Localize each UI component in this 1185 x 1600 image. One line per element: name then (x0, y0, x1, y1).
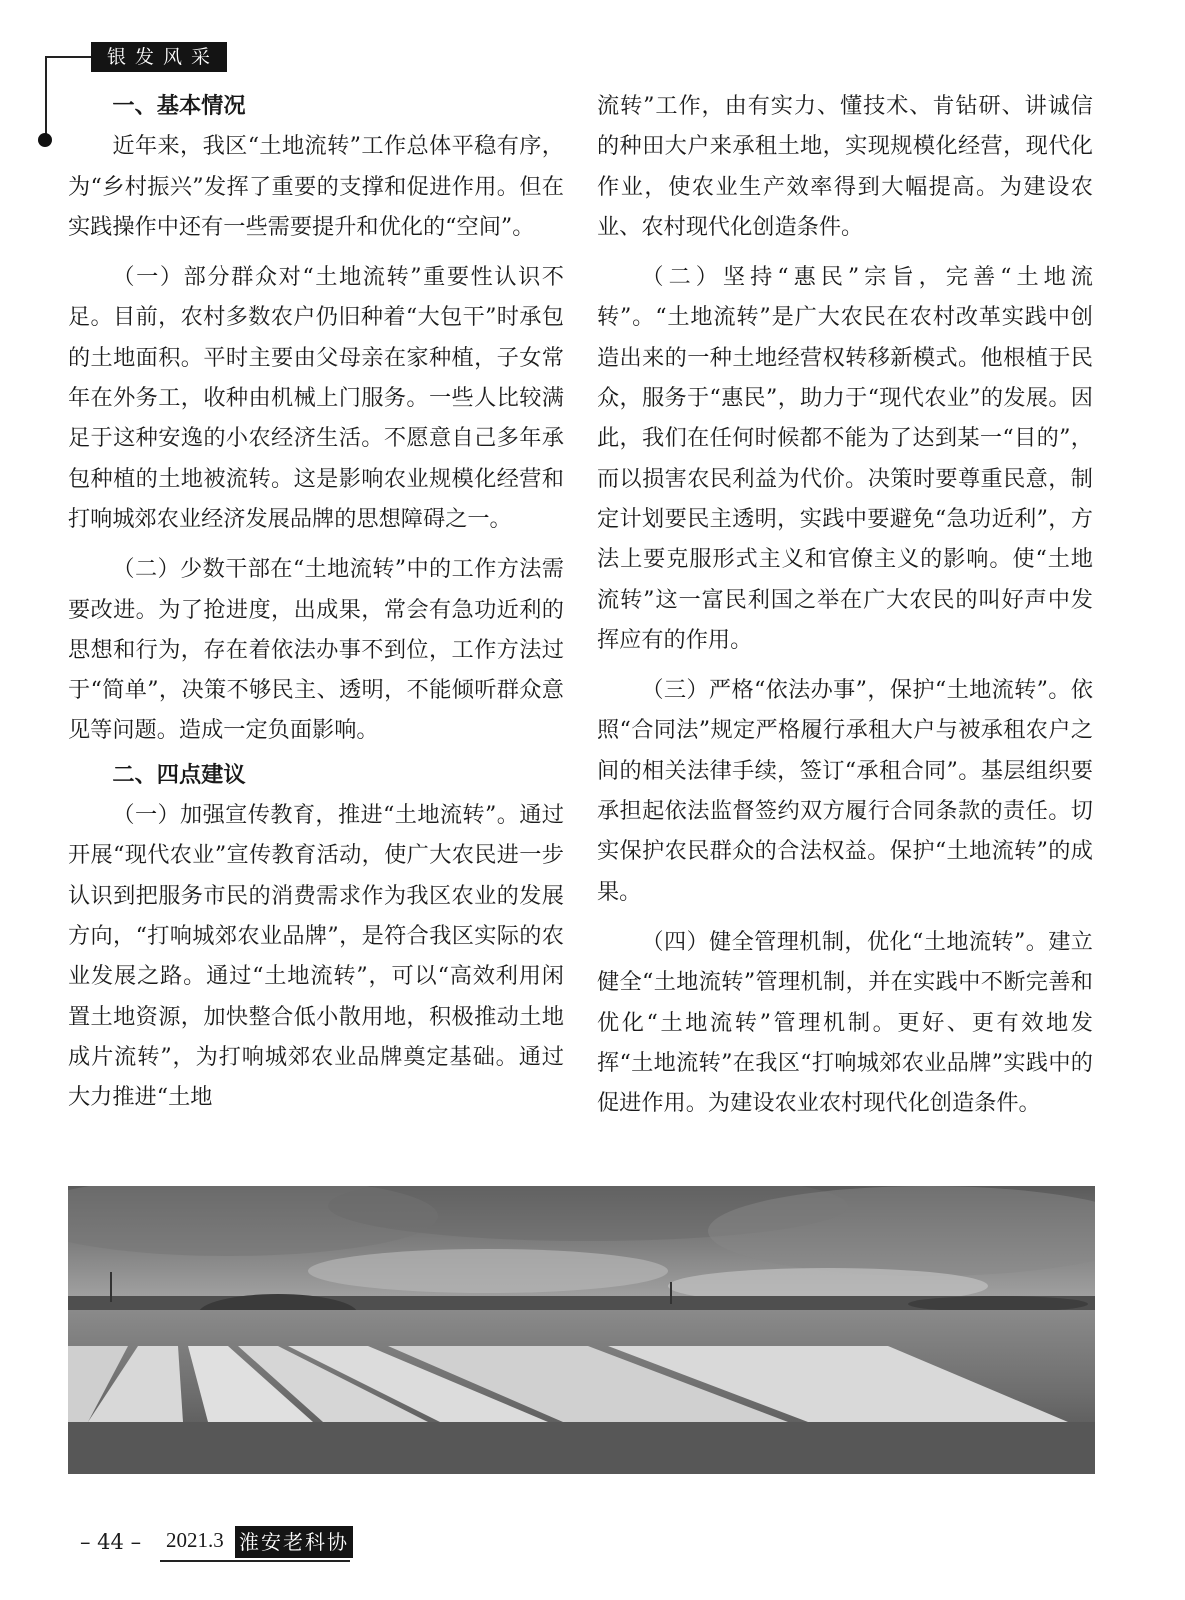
header-rule (47, 56, 91, 58)
left-column (68, 86, 564, 1117)
page-number: – 44 – (80, 1530, 142, 1554)
right-column (597, 86, 1093, 1123)
heading-basic-situation: 一、基本情况 (112, 93, 246, 119)
paragraph: （一）部分群众对“土地流转”重要性认识不足。目前，农村多数农户仍旧种着“大包干”时承包的土地面积。平时主要由父母亲在家种植，子女常年在外务工，收种由机械上门服务。一些人比较满足于这种安逸的小农经济生活。不愿意自己多年承包种植的土地被流转。这是影响农业规模化经营和打响城郊农业经济发展品牌的思想障碍之一。 (68, 264, 564, 532)
issue-number: 2021.3 (166, 1528, 224, 1552)
footer-rule (160, 1560, 350, 1562)
heading-four-suggestions: 二、四点建议 (112, 761, 246, 788)
header-side-rule (45, 56, 47, 136)
paragraph-continued: 流转”工作，由有实力、懂技术、肯钻研、讲诚信的种田大户来承租土地，实现规模化经营，现代化作业，使农业生产效率得到大幅提高。为建设农业、农村现代化创造条件。 (597, 93, 1093, 240)
farmland-photo (68, 1186, 1095, 1474)
paragraph: （三）严格“依法办事”，保护“土地流转”。依照“合同法”规定严格履行承租大户与被承租农户之间的相关法律手续，签订“承租合同”。基层组织要承担起依法监督签约双方履行合同条款的责任。切实保护农民群众的合法权益。保护“土地流转”的成果。 (597, 677, 1093, 905)
magazine-name: 淮安老科协 (235, 1526, 353, 1558)
header-bullet-dot (38, 133, 52, 147)
paragraph: 近年来，我区“土地流转”工作总体平稳有序，为“乡村振兴”发挥了重要的支撑和促进作用。但在实践操作中还有一些需要提升和优化的“空间”。 (68, 133, 564, 240)
paragraph: （二）坚持“惠民”宗旨，完善“土地流转”。“土地流转”是广大农民在农村改革实践中创造出来的一种土地经营权转移新模式。他根植于民众，服务于“惠民”，助力于“现代农业”的发展。因此，我们在任何时候都不能为了达到某一“目的”，而以损害农民利益为代价。决策时要尊重民意，制定计划要民主透明，实践中要避免“急功近利”，方法上要克服形式主义和官僚主义的影响。使“土地流转”这一富民利国之举在广大农民的叫好声中发挥应有的作用。 (597, 264, 1093, 653)
paragraph: （四）健全管理机制，优化“土地流转”。建立健全“土地流转”管理机制，并在实践中不断完善和优化“土地流转”管理机制。更好、更有效地发挥“土地流转”在我区“打响城郊农业品牌”实践中的促进作用。为建设农业农村现代化创造条件。 (597, 928, 1093, 1117)
section-tag: 银发风采 (91, 42, 227, 72)
paragraph: （二）少数干部在“土地流转”中的工作方法需要改进。为了抢进度，出成果，常会有急功近利的思想和行为，存在着依法办事不到位，工作方法过于“简单”，决策不够民主、透明，不能倾听群众意见等问题。造成一定负面影响。 (68, 556, 564, 744)
paragraph: （一）加强宣传教育，推进“土地流转”。通过开展“现代农业”宣传教育活动，使广大农民进一步认识到把服务市民的消费需求作为我区农业的发展方向，“打响城郊农业品牌”，是符合我区实际的农业发展之路。通过“土地流转”，可以“高效利用闲置土地资源，加快整合低小散用地，积极推动土地成片流转”，为打响城郊农业品牌奠定基础。通过大力推进“土地 (68, 802, 564, 1111)
